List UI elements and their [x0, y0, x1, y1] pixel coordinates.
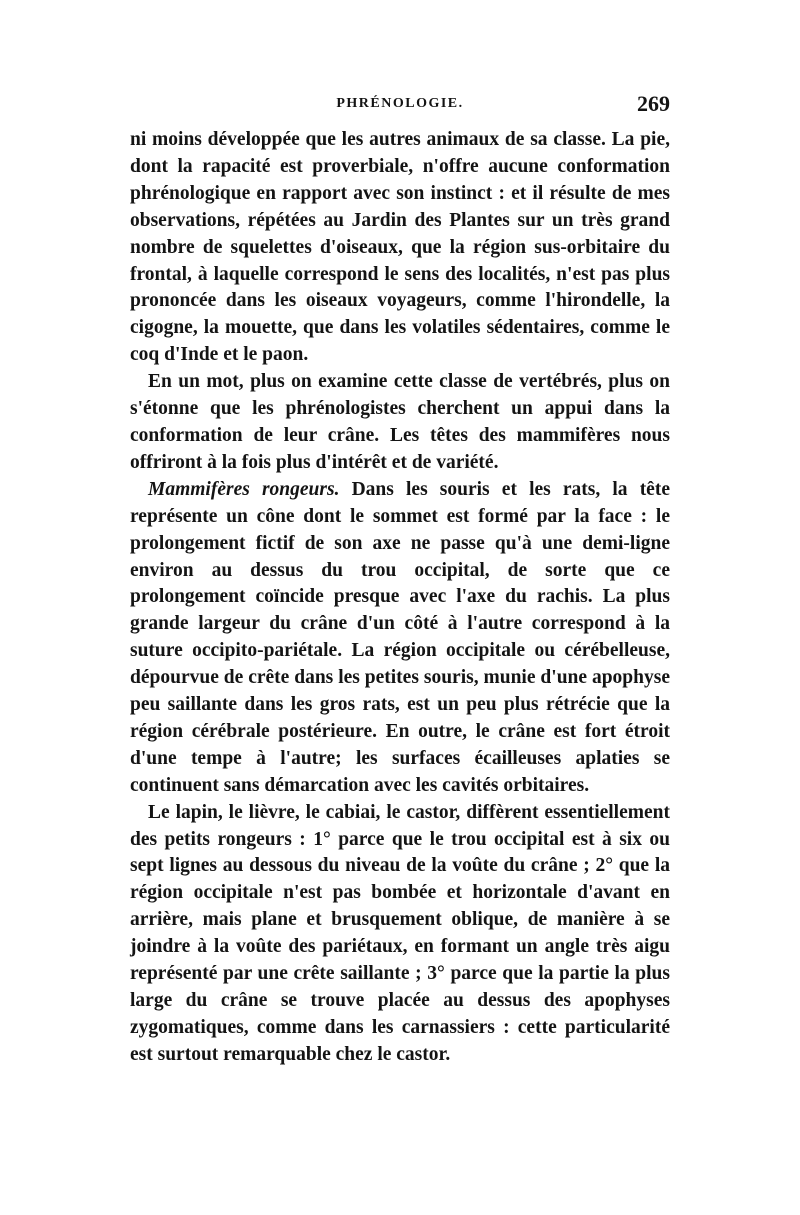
paragraph-4: Le lapin, le lièvre, le cabiai, le castor, diffèrent essentiellement des petits rongeurs : 1° parce que le trou occipital est à six ou sept lignes au dessous du niveau de la voûte du crâne ; 2° que la région occipitale n'est pas bombée et horizontale d'avant en arrière, mais plane et brusquement oblique, de manière à se joindre à la voûte des pariétaux, en formant un angle très aigu représenté par une crête saillante ; 3° parce que la partie la plus large du crâne se trouve placée au dessus des apophyses zygomatiques, comme dans les carnassiers : cette particularité est surtout remarquable chez le castor.: [130, 801, 670, 1065]
body-text: [130, 127, 670, 1069]
paragraph-3: [130, 477, 670, 800]
section-heading-mammiferes-rongeurs: Mammifères rongeurs.: [148, 478, 340, 500]
paragraph-1: ni moins développée que les autres animaux de sa classe. La pie, dont la rapacité est proverbiale, n'offre aucune conformation phrénologique en rapport avec son instinct : et il résulte de mes observations, répétées au Jardin des Plantes sur un très grand nombre de squelettes d'oiseaux, que la région sus-orbitaire du frontal, à laquelle correspond le sens des localités, n'est pas plus prononcée dans les oiseaux voyageurs, comme l'hirondelle, la cigogne, la mouette, que dans les volatiles sédentaires, comme le coq d'Inde et le paon.: [130, 129, 670, 366]
running-head: [130, 91, 670, 120]
paragraph-3-text: Dans les souris et les rats, la tête représente un cône dont le sommet est formé par la face : le prolongement fictif de son axe ne passe qu'à une demi-ligne environ au dessus du trou occipital, de sorte que ce prolongement coïncide presque avec l'axe du rachis. La plus grande largeur du crâne d'un côté à l'autre correspond à la suture occipito-pariétale. La région occipitale ou cérébelleuse, dépourvue de crête dans les petites souris, munie d'une apophyse peu saillante dans les gros rats, est un peu plus rétrécie que la région cérébrale postérieure. En outre, le crâne est fort étroit d'une tempe à l'autre; les surfaces écailleuses aplaties se continuent sans démarcation avec les cavités orbitaires.: [130, 478, 670, 796]
running-head-title: PHRÉNOLOGIE.: [336, 96, 464, 111]
page-number: 269: [637, 91, 670, 116]
paragraph-2: En un mot, plus on examine cette classe de vertébrés, plus on s'étonne que les phrénologistes cherchent un appui dans la conformation de leur crâne. Les têtes des mammifères nous offriront à la fois plus d'intérêt et de variété.: [130, 371, 670, 473]
